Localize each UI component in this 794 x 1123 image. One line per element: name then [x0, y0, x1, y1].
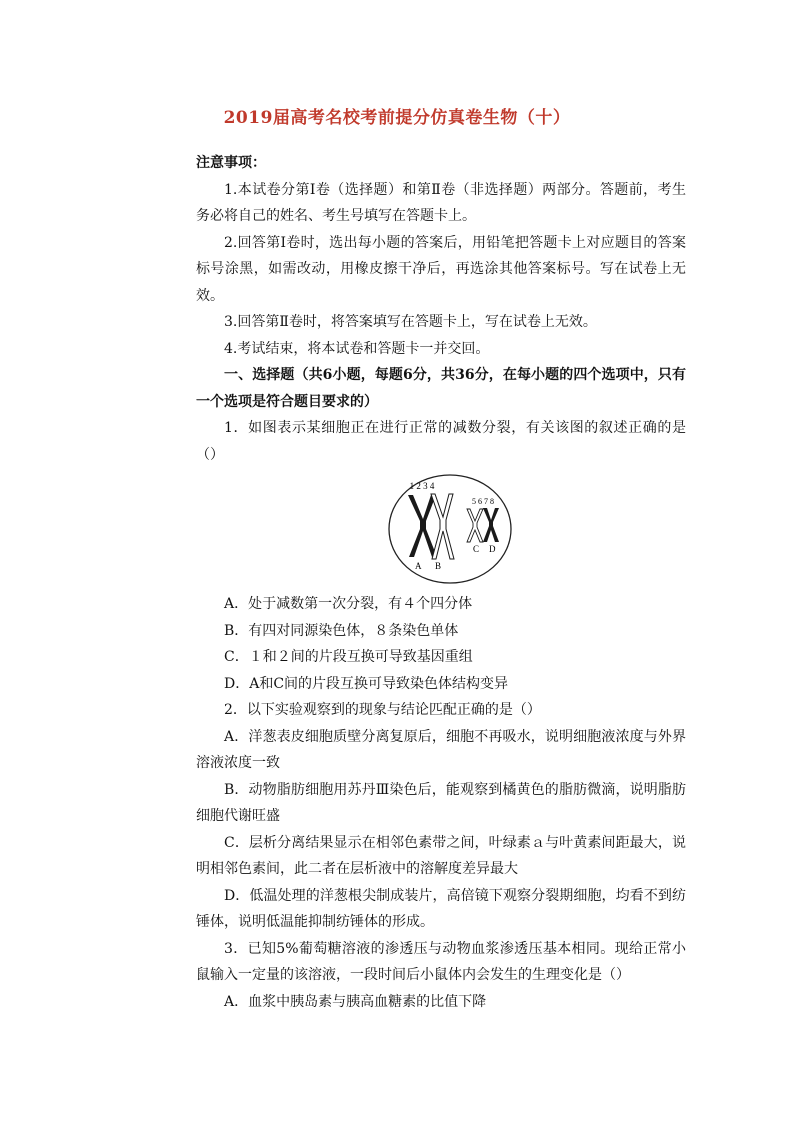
question-2-option-d: D．低温处理的洋葱根尖制成装片，高倍镜下观察分裂期细胞，均看不到纺锤体，说明低温能抑制纺锤体的形成。	[196, 887, 686, 930]
chromosome-d	[483, 508, 499, 542]
page-title: 2019届高考名校考前提分仿真卷生物（十）	[223, 108, 571, 128]
question-1-stem: 1．如图表示某细胞正在进行正常的减数分裂，有关该图的叙述正确的是（）	[196, 420, 686, 463]
question-2-option-c: C．层析分离结果显示在相邻色素带之间，叶绿素ａ与叶黄素间距最大，说明相邻色素间，此二者在层析液中的溶解度差异最大	[196, 834, 686, 877]
chromosome-a	[408, 495, 437, 557]
label-numbers-left: 1 2 3 4	[409, 481, 435, 491]
notice-item-1: 1.本试卷分第Ⅰ卷（选择题）和第Ⅱ卷（非选择题）两部分。答题前，考生务必将自己的姓名、考生号填写在答题卡上。	[196, 181, 686, 224]
question-1-option-d: D．A和C间的片段互换可导致染色体结构变异	[224, 675, 509, 692]
label-d: D	[489, 544, 496, 554]
question-2-option-a: A．洋葱表皮细胞质壁分离复原后，细胞不再吸水，说明细胞液浓度与外界溶液浓度一致	[196, 728, 686, 771]
chromosome-b	[431, 494, 454, 559]
label-a: A	[415, 561, 422, 571]
question-1-option-a: A．处于减数第一次分裂，有４个四分体	[224, 596, 473, 612]
notice-item-3: 3.回答第Ⅱ卷时，将答案填写在答题卡上，写在试卷上无效。	[224, 314, 597, 330]
question-1-option-b: B．有四对同源染色体，８条染色单体	[224, 622, 459, 639]
chromosome-diagram	[387, 473, 513, 586]
notice-item-2: 2.回答第Ⅰ卷时，选出每小题的答案后，用铅笔把答题卡上对应题目的答案标号涂黑，如需改动，用橡皮擦干净后，再选涂其他答案标号。写在试卷上无效。	[196, 234, 686, 304]
notice-item-4: 4.考试结束，将本试卷和答题卡一并交回。	[224, 340, 490, 357]
notice-heading: 注意事项：	[196, 155, 266, 171]
chromosome-c	[467, 509, 483, 542]
question-2-stem: 2．以下实验观察到的现象与结论匹配正确的是（）	[224, 702, 541, 718]
question-3-stem: 3．已知5%葡萄糖溶液的渗透压与动物血浆渗透压基本相同。现给正常小鼠输入一定量的该溶液，一段时间后小鼠体内会发生的生理变化是（）	[196, 940, 686, 983]
label-c: C	[473, 544, 480, 554]
label-b: B	[435, 561, 442, 571]
question-1-option-c: C．１和２间的片段互换可导致基因重组	[224, 649, 473, 665]
question-1-figure	[196, 468, 686, 591]
exam-content	[196, 150, 686, 1015]
section-heading: 一、选择题（共6小题，每题6分，共36分，在每小题的四个选项中，只有一个选项是符合题目要求的）	[196, 367, 686, 410]
label-numbers-right: 5 6 7 8	[472, 497, 494, 506]
question-3-option-a: A．血浆中胰岛素与胰高血糖素的比值下降	[224, 993, 487, 1010]
question-2-option-b: B．动物脂肪细胞用苏丹Ⅲ染色后，能观察到橘黄色的脂肪微滴，说明脂肪细胞代谢旺盛	[196, 781, 686, 824]
